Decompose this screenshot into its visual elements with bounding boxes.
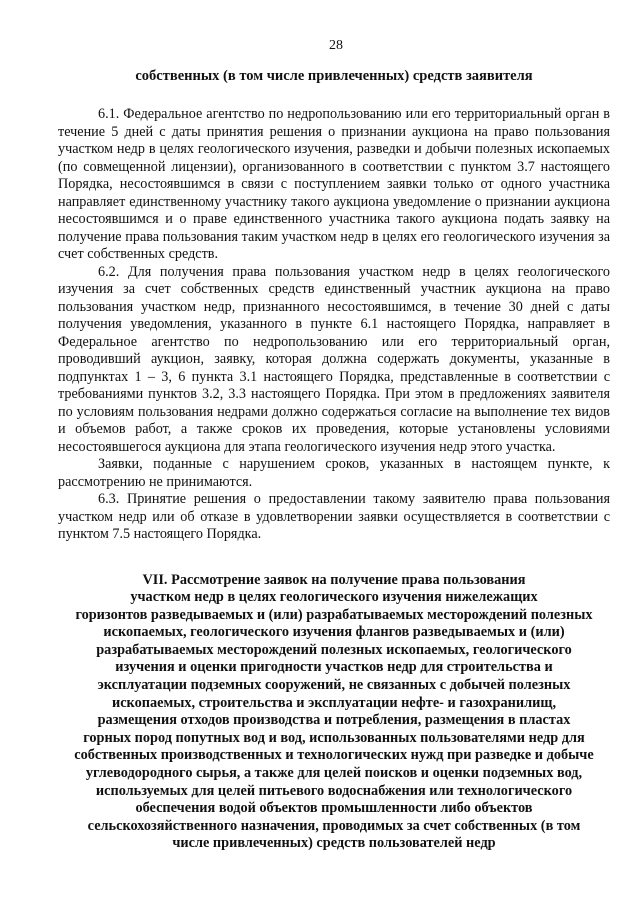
section-title-line: сельскохозяйственного назначения, проводимых за счет собственных (в том xyxy=(87,817,581,834)
paragraph-6-3: 6.3. Принятие решения о предоставлении такому заявителю права пользования участком недр или об отказе в удовлетворении заявки осуществляется в соответствии с пунктом 7.5 настоящего Порядка. xyxy=(58,491,610,542)
section-title-line: обеспечения водой объектов промышленности либо объектов xyxy=(135,800,533,817)
continued-heading: собственных (в том числе привлеченных) средств заявителя xyxy=(135,68,533,84)
section-title-line: горных пород попутных вод и вод, использованных пользователями недр для xyxy=(83,729,585,746)
section-title-line: ископаемых, строительства и эксплуатации нефте- и газохранилищ, xyxy=(111,694,557,711)
paragraph-6-2-note: Заявки, поданные с нарушением сроков, указанных в настоящем пункте, к рассмотрению не принимаются. xyxy=(58,456,610,490)
section-title-line: используемых для целей питьевого водоснабжения или технологического xyxy=(95,782,573,799)
page-number: 28 xyxy=(329,38,343,53)
section-title-line: эксплуатации подземных сооружений, не связанных с добычей полезных xyxy=(97,677,571,694)
section-title-line: изучения и оценки пригодности участков недр для строительства и xyxy=(115,659,553,676)
section-title-line: размещения отходов производства и потребления, размещения в пластах xyxy=(97,712,571,729)
section-title-line: углеводородного сырья, а также для целей поисков и оценки подземных вод, xyxy=(85,765,583,782)
section-title-line: горизонтов разведываемых и (или) разрабатываемых месторождений полезных xyxy=(75,606,593,623)
paragraph-6-1: 6.1. Федеральное агентство по недропользованию или его территориальный орган в течение 5 дней с даты принятия решения о признании аукциона на право пользования участком недр в целях геологического изучения, разведки и добычи полезных ископаемых (по совмещенной лицензии), организованного в соответствии с пунктом 3.7 настоящего Порядка, несостоявшимся в связи с поступлением заявки только от одного участника направляет единственному участнику такого аукциона уведомление о признании аукциона несостоявшимся и о праве единственного участника такого аукциона подать заявку на получение права пользования таким участком недр в целях его геологического изучения за счет собственных средств. xyxy=(58,106,610,262)
section-title-line: собственных производственных и технологических нужд при разведке и добыче xyxy=(74,747,594,764)
section-title xyxy=(58,572,610,854)
section-title-line: ископаемых, геологического изучения флангов разведываемых и (или) xyxy=(103,624,565,641)
section-title-line: числе привлеченных) средств пользователей недр xyxy=(172,835,496,852)
section-title-line: участком недр в целях геологического изучения нижележащих xyxy=(130,589,538,606)
section-title-line: VII. Рассмотрение заявок на получение права пользования xyxy=(142,571,526,588)
paragraph-6-2: 6.2. Для получения права пользования участком недр в целях геологического изучения за счет собственных средств единственный участник аукциона на право пользования участком недр, признанного несостоявшимся, в течение 30 дней с даты получения уведомления, указанного в пункте 6.1 настоящего Порядка, направляет в Федеральное агентство по недропользованию или его территориальный орган, проводивший аукцион, заявку, которая должна содержать документы, указанные в подпунктах 1 – 3, 6 пункта 3.1 настоящего Порядка, представленные в соответствии с требованиями пунктов 3.2, 3.3 настоящего Порядка. При этом в предложениях заявителя по условиям пользования недрами должно содержаться согласие на выполнение тех видов и объемов работ, а также сроков их проведения, которые установлены условиями несостоявшегося аукциона для этапа геологического изучения недр этого участка. xyxy=(58,263,610,455)
section-title-line: разрабатываемых месторождений полезных ископаемых, геологического xyxy=(96,641,572,658)
